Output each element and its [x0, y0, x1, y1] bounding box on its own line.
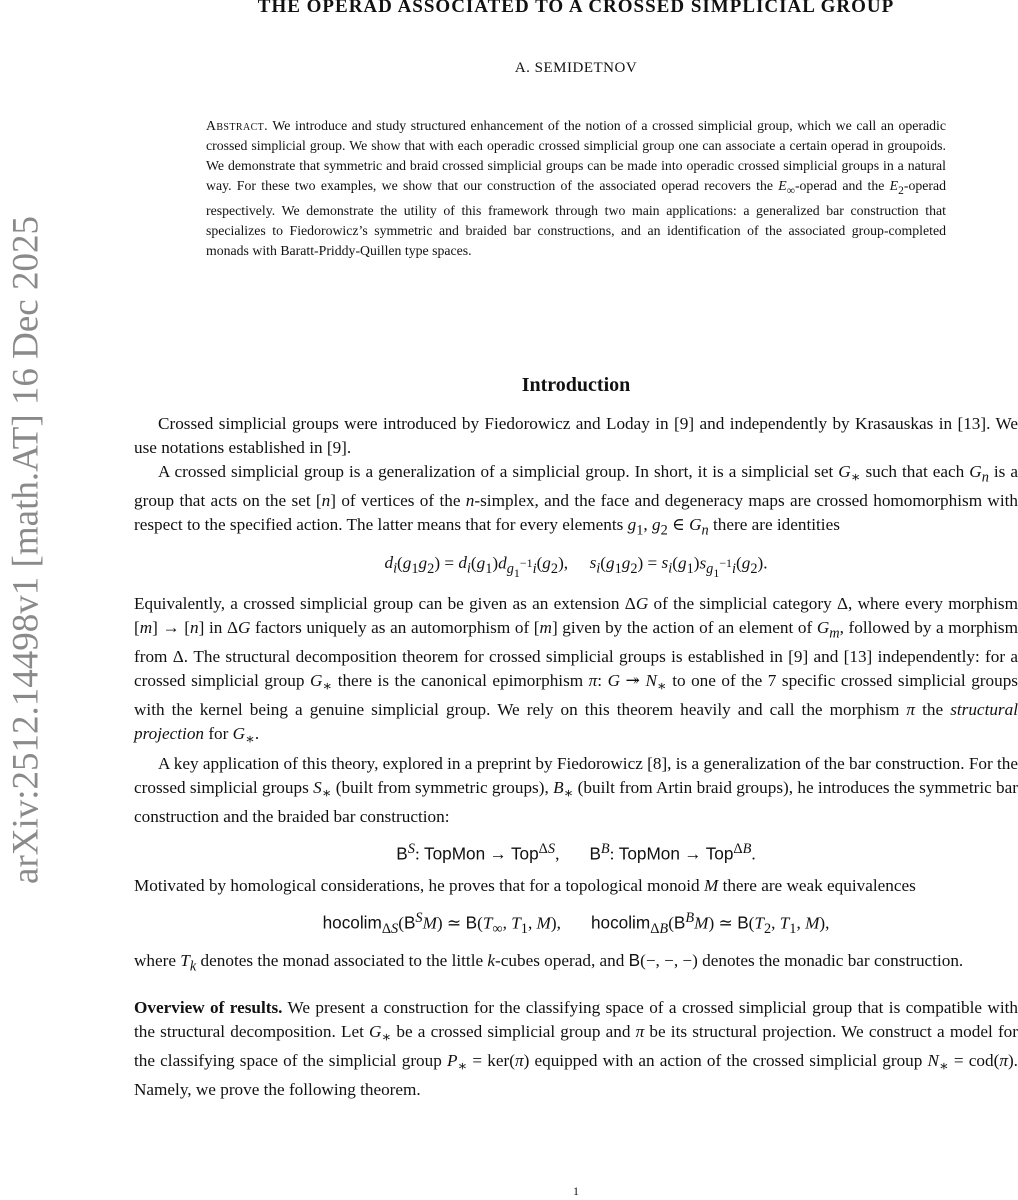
paragraph: A crossed simplicial group is a generalization of a simplicial group. In short, it is a simplicial set $G_∗$ such that each $G_n$ is a group that acts on the set [n] of vertices of the n-simplex, and the face and degeneracy maps are crossed homomorphism with respect to the specified action. The latter means that for every elements $g_1$, $g_2$ ∈ $G_n$ there are identities [134, 462, 1018, 539]
section-title: Introduction [521, 374, 631, 396]
paragraph: Crossed simplicial groups were introduced by Fiedorowicz and Loday in [9] and independently by Krasauskas in [13]. We use notations established in [9]. [134, 414, 1018, 457]
paragraph: A key application of this theory, explored in a preprint by Fiedorowicz [8], is a generalization of the bar construction. For the crossed simplicial groups $S_∗$ (built from symmetric groups), $B_∗$ (built from Artin braid groups), he introduces the symmetric bar construction and the braided bar construction: [134, 753, 1018, 827]
paragraph: Overview of results. We present a construction for the classifying space of a crossed simplicial group that is compatible with the structural decomposition. Let $G_∗$ be a crossed simplicial group and π be its structural projection. We construct a model for the classifying space of the simplicial group $P_∗ = ker(\pi)$ equipped with an action of the crossed simplicial group $N_∗ = cod(\pi)$. Namely, we prove the following theorem. [134, 997, 1018, 1100]
equation: $hocolim_{\Delta S}(B^SM)$ ≃ $B(T_\infty$, $T_1$, M), $hocolim_{\Delta B}(B^BM)$ ≃ $B(T_2$, $T_1$, M), [322, 909, 830, 938]
paper-author: A. SEMIDETNOV [514, 60, 638, 76]
paper-title: THE OPERAD ASSOCIATED TO A CROSSED SIMPLICIAL GROUP [257, 0, 895, 17]
abstract-label: Abstract. [206, 118, 269, 133]
paragraph: Equivalently, a crossed simplicial group can be given as an extension ΔG of the simplicial category Δ, where every morphism [m] → [n] in ΔG factors uniquely as an automorphism of [m] given by the action of an element of $G_m$, followed by a morphism from Δ. The structural decomposition theorem for crossed simplicial groups is established in [9] and [13] independently: for a crossed simplicial group $G_∗$ there is the canonical epimorphism π: G ↠ $N_∗$ to one of the 7 specific crossed simplicial groups with the kernel being a genuine simplicial group. We rely on this theorem heavily and call the morphism π the structural projection for $G_∗$. [134, 593, 1018, 748]
paragraph: where $T_k$ denotes the monad associated to the little k-cubes operad, and B(−, −, −) denotes the monadic bar construction. [134, 950, 964, 975]
arxiv-identifier: arXiv:2512.14498v1 [math.AT] 16 Dec 2025 [5, 216, 47, 884]
body-text [134, 412, 1018, 1102]
page-number: 1 [573, 1184, 579, 1198]
equation: $B^S$: TopMon → Top$^{\Delta S}$, $B^B$: TopMon → Top$^{\Delta B}$. [396, 841, 756, 864]
arxiv-sidebar [0, 180, 56, 920]
paragraph: Motivated by homological considerations, he proves that for a topological monoid M there are weak equivalences [134, 875, 916, 895]
abstract: Abstract. We introduce and study structured enhancement of the notion of a crossed simplicial group, which we call an operadic crossed simplicial group. We show that with each operadic crossed simplicial group one can associate a certain operad in groupoids. We demonstrate that symmetric and braid crossed simplicial groups can be made into operadic crossed simplicial groups in a natural way. For these two examples, we show that our construction of the associated operad recovers the $E_\infty$-operad and the $E_2$-operad respectively. We demonstrate the utility of this framework through two main applications: a generalized bar construction that specializes to Fiedorowicz’s symmetric and braided bar constructions, and an identification of the associated group-completed monads with Baratt-Priddy-Quillen type spaces. [206, 118, 946, 258]
equation: $d_i(g_1g_2) = d_i(g_1)d_{g_1^{-1}i}(g_2)$, $s_i(g_1g_2) = s_i(g_1)s_{g_1^{-1}i}(g_2)$. [384, 553, 768, 580]
